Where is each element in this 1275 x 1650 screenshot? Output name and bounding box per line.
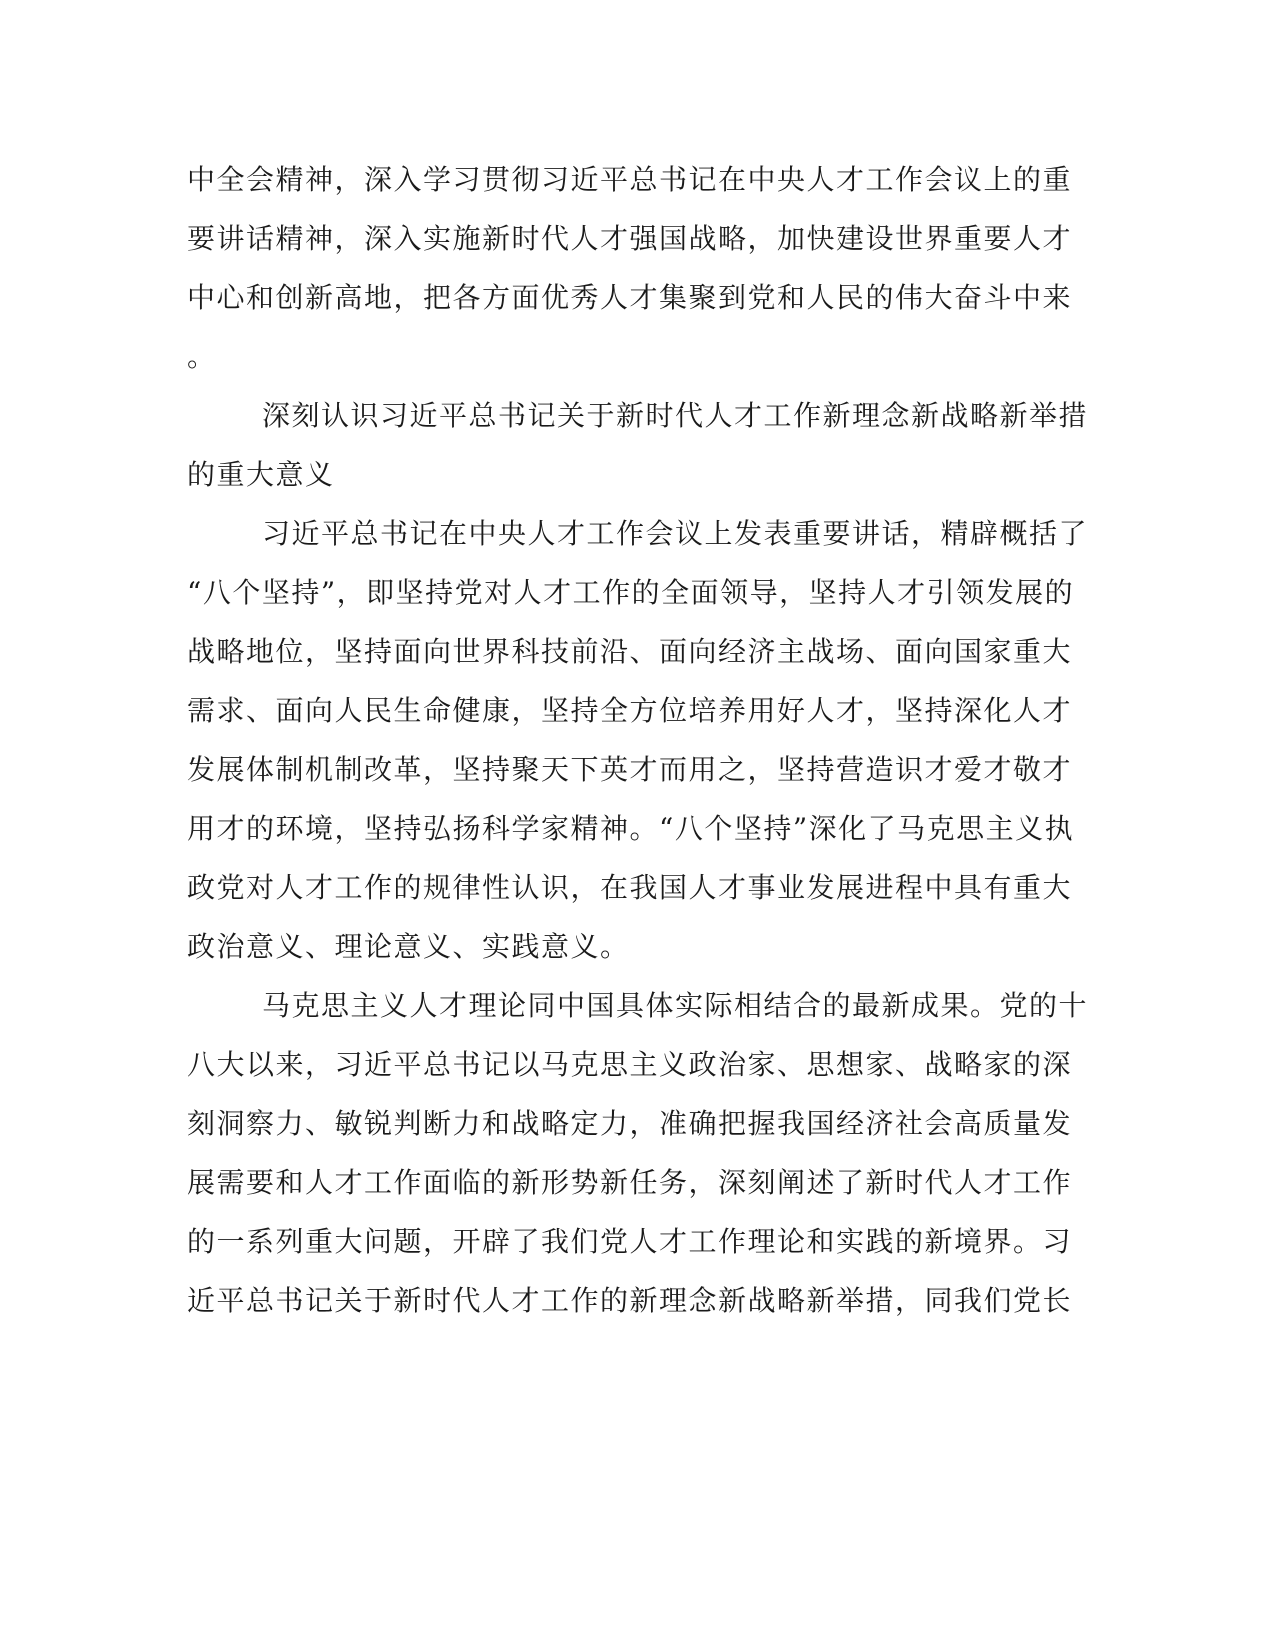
section-heading-line: 深刻认识习近平总书记关于新时代人才工作新理念新战略新举措	[262, 399, 1089, 432]
text-line: 中心和创新高地，把各方面优秀人才集聚到党和人民的伟大奋斗中来	[187, 281, 1073, 314]
text-line: 展需要和人才工作面临的新形势新任务，深刻阐述了新时代人才工作	[187, 1166, 1073, 1199]
text-line: 习近平总书记在中央人才工作会议上发表重要讲话，精辟概括了	[262, 517, 1089, 550]
text-line: 刻洞察力、敏锐判断力和战略定力，准确把握我国经济社会高质量发	[187, 1107, 1073, 1140]
section-heading-line: 的重大意义	[187, 458, 335, 491]
text-line: 近平总书记关于新时代人才工作的新理念新战略新举措，同我们党长	[187, 1284, 1073, 1317]
text-line: 战略地位，坚持面向世界科技前沿、面向经济主战场、面向国家重大	[187, 635, 1073, 668]
text-line: 的一系列重大问题，开辟了我们党人才工作理论和实践的新境界。习	[187, 1225, 1073, 1258]
text-line: 需求、面向人民生命健康，坚持全方位培养用好人才，坚持深化人才	[187, 694, 1073, 727]
text-line: 用才的环境，坚持弘扬科学家精神。“八个坚持”深化了马克思主义执	[187, 812, 1075, 845]
text-line: 政治意义、理论意义、实践意义。	[187, 930, 630, 963]
text-line: 政党对人才工作的规律性认识，在我国人才事业发展进程中具有重大	[187, 871, 1073, 904]
text-line: 马克思主义人才理论同中国具体实际相结合的最新成果。党的十	[262, 989, 1089, 1022]
text-line: 要讲话精神，深入实施新时代人才强国战略，加快建设世界重要人才	[187, 222, 1073, 255]
text-line: 发展体制机制改革，坚持聚天下英才而用之，坚持营造识才爱才敬才	[187, 753, 1073, 786]
text-line: “八个坚持”，即坚持党对人才工作的全面领导，坚持人才引领发展的	[187, 576, 1075, 609]
text-line: 。	[187, 340, 217, 373]
text-line: 八大以来，习近平总书记以马克思主义政治家、思想家、战略家的深	[187, 1048, 1073, 1081]
text-line: 中全会精神，深入学习贯彻习近平总书记在中央人才工作会议上的重	[187, 163, 1073, 196]
